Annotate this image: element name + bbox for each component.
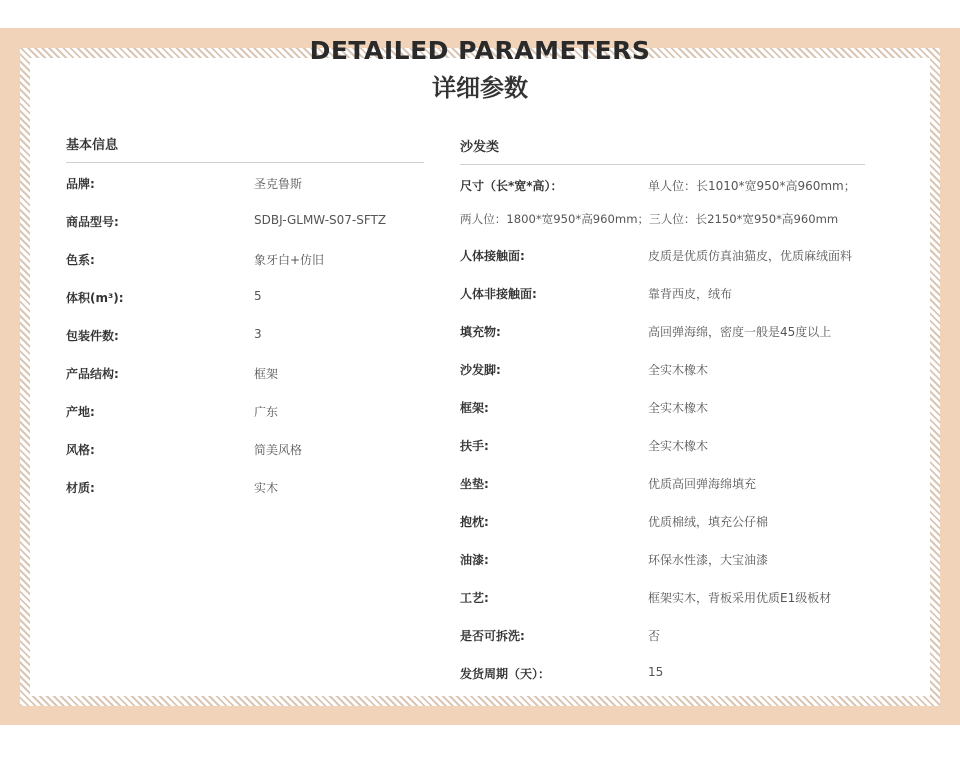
basic-row-label: 品牌: — [66, 177, 95, 191]
sofa-row-value: 框架实木，背板采用优质E1级板材 — [648, 591, 832, 605]
sofa-row-value: 皮质是优质仿真油猫皮，优质麻绒面料 — [648, 249, 853, 263]
basic-row-label: 体积(m³): — [66, 291, 124, 305]
sofa-row-label: 油漆: — [460, 553, 489, 567]
sofa-row-label: 是否可拆洗: — [460, 629, 525, 643]
basic-row-value: SDBJ-GLMW-S07-SFTZ — [254, 213, 387, 227]
page-title-chinese: 详细参数 — [432, 74, 528, 102]
sofa-heading: 沙发类 — [460, 140, 500, 155]
basic-info-heading: 基本信息 — [66, 138, 119, 153]
sofa-row-label: 扶手: — [460, 439, 489, 453]
basic-row-label: 色系: — [66, 253, 95, 267]
sofa-row-value: 全实木橡木 — [648, 401, 709, 415]
basic-row-value: 广东 — [254, 405, 279, 419]
sofa-row-value: 全实木橡木 — [648, 439, 709, 453]
basic-row-value: 实木 — [254, 481, 279, 495]
basic-row-label: 材质: — [66, 481, 95, 495]
basic-row-value: 5 — [254, 289, 262, 303]
sofa-row-label: 发货周期（天）： — [460, 667, 551, 681]
sofa-row-label: 坐垫: — [460, 477, 489, 491]
basic-row-value: 3 — [254, 327, 262, 341]
basic-row-label: 商品型号: — [66, 215, 119, 229]
basic-row-value: 圣克鲁斯 — [254, 177, 303, 191]
basic-row-label: 产地: — [66, 405, 95, 419]
basic-info-divider — [66, 162, 424, 163]
sofa-row-value: 优质棉绒，填充公仔棉 — [648, 515, 769, 529]
page-title-english: DETAILED PARAMETERS — [309, 36, 651, 65]
sofa-row-label: 框架: — [460, 401, 489, 415]
sofa-row-value: 靠背西皮，绒布 — [648, 287, 733, 301]
sofa-row-label: 人体接触面: — [460, 249, 525, 263]
basic-row-label: 包装件数: — [66, 329, 119, 343]
sofa-row-value: 优质高回弹海绵填充 — [648, 477, 757, 491]
sofa-row-value: 全实木橡木 — [648, 363, 709, 377]
sofa-divider — [460, 164, 865, 165]
sofa-size-label: 尺寸（长*宽*高）： — [460, 179, 563, 193]
sofa-size-line2: 两人位：1800*宽950*高960mm；三人位：长2150*宽950*高960mm — [460, 212, 839, 226]
basic-row-value: 简美风格 — [254, 443, 303, 457]
sofa-row-label: 沙发脚: — [460, 363, 501, 377]
sofa-row-label: 抱枕: — [460, 515, 489, 529]
sofa-row-label: 人体非接触面: — [460, 287, 537, 301]
sofa-row-label: 填充物: — [460, 325, 501, 339]
basic-row-label: 产品结构: — [66, 367, 119, 381]
sofa-row-value: 环保水性漆，大宝油漆 — [648, 553, 769, 567]
sofa-row-value: 否 — [648, 629, 661, 643]
sofa-row-label: 工艺: — [460, 591, 489, 605]
sofa-row-value: 高回弹海绵，密度一般是45度以上 — [648, 325, 832, 339]
basic-row-label: 风格: — [66, 443, 95, 457]
sofa-size-value: 单人位：长1010*宽950*高960mm； — [648, 179, 856, 193]
basic-row-value: 象牙白+仿旧 — [254, 253, 325, 267]
sofa-row-value: 15 — [648, 665, 664, 679]
basic-row-value: 框架 — [254, 367, 279, 381]
